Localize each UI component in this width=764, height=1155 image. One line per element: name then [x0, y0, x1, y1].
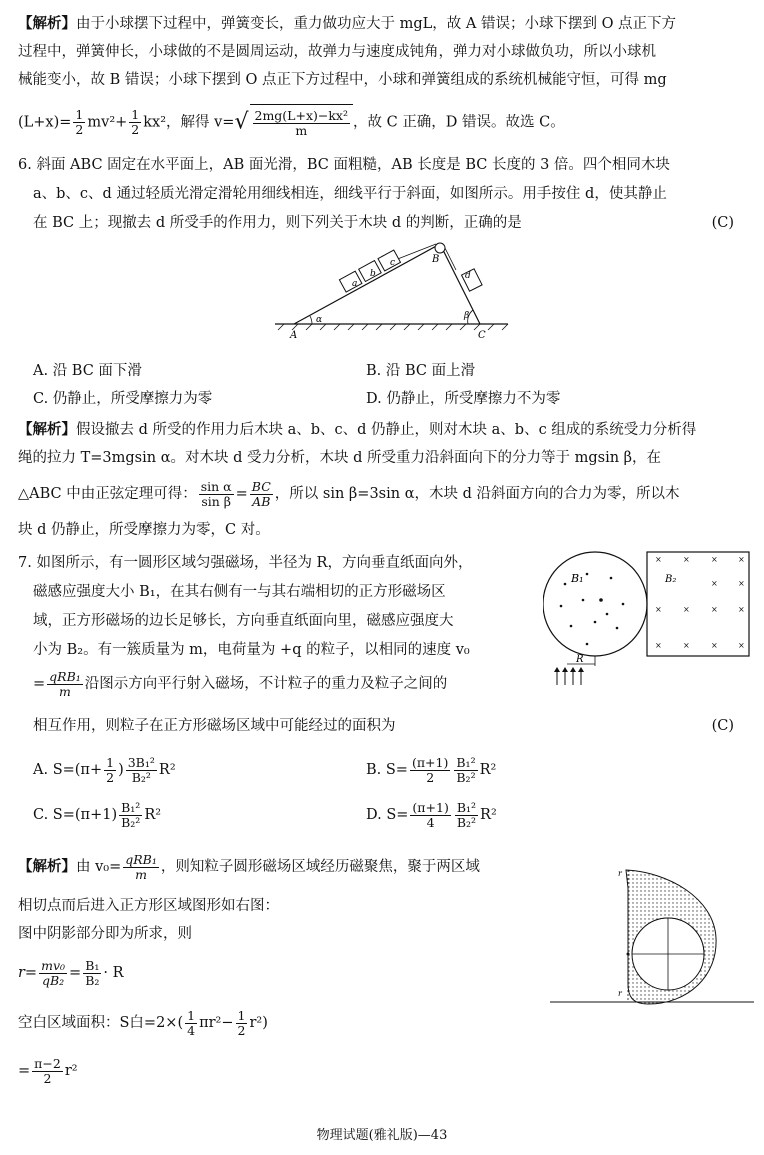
q7-answer: (C) — [711, 718, 734, 734]
analysis2-line-3: △ABC 中由正弦定理可得： $\frac{\text{sin α}}{\text{sin β}}$ = $\frac{BC}{AB}$ ，所以 sin β=3sin α，木块 d 沿斜面方向的合力为零，所以木 — [18, 478, 680, 509]
magnetic-field-diagram — [543, 548, 753, 688]
svg-text:×: × — [738, 605, 745, 614]
q6-line-1: 6. 斜面 ABC 固定在水平面上，AB 面光滑，BC 面粗糙，AB 长度是 BC 长度的 3 倍。四个相同木块 — [18, 157, 670, 173]
block-c-label: c — [390, 258, 396, 268]
svg-text:×: × — [655, 555, 662, 564]
svg-text:×: × — [738, 579, 745, 588]
analysis3-line-5: 空白区域面积：S白=2×( $\frac{1}{4}$ πr²− $\frac{1}{2}$ r²) — [18, 1007, 268, 1038]
shaded-region-diagram — [548, 858, 756, 1018]
radius-label: R — [576, 654, 584, 665]
svg-text:×: × — [683, 605, 690, 614]
incline-diagram — [270, 238, 515, 343]
beta-label: β — [464, 311, 470, 321]
q7-line-5: = $\frac{\text{qRB₁}}{m}$ 沿图示方向平行射入磁场，不计粒子的重力及粒子之间的 — [33, 668, 448, 699]
svg-text:×: × — [738, 641, 745, 650]
q7-line-4: 小为 B₂。有一簇质量为 m，电荷量为 +q 的粒子，以相同的速度 v₀ — [33, 642, 470, 658]
q7-line-3: 域，正方形磁场的边长足够长，方向垂直纸面向里，磁感应强度大 — [33, 613, 454, 629]
b2-label: B₂ — [665, 574, 677, 585]
analysis-tag: 【解析】 — [18, 16, 76, 32]
analysis-line-1: 【解析】由于小球摆下过程中，弹簧变长，重力做功应大于 mgL，故 A 错误；小球下摆到 O 点正下方 — [18, 16, 677, 32]
analysis3-line-4: r= $\frac{\text{mv₀}}{\text{qB₂}}$ = $\frac{\text{B₁}}{\text{B₂}}$ · R — [18, 957, 124, 988]
svg-text:×: × — [738, 555, 745, 564]
q7-option-d: D. S= $\frac{(\pi+1)}{4}$ $\frac{\text{B₁²}}{\text{B₂²}}$ R² — [366, 799, 497, 830]
analysis2-line-1: 【解析】假设撤去 d 所受的作用力后木块 a、b、c、d 仍静止，则对木块 a、b、c 组成的系统受力分析得 — [18, 422, 697, 438]
analysis-line-4: (L+x)= $\frac{1}{2}$ mv²+ $\frac{1}{2}$ kx²，解得 v=√ $\frac{\text{2mg(L+x)−kx²}}{m}$ ，故 C 正确，D 错误。故选 C。 — [18, 104, 750, 141]
q7-option-c: C. S=(π+1) $\frac{\text{B₁²}}{\text{B₂²}}$ R² — [33, 799, 162, 830]
svg-text:×: × — [683, 555, 690, 564]
block-a-label: a — [352, 279, 358, 289]
vertex-b-label: B — [432, 254, 440, 265]
q6-line-2: a、b、c、d 通过轻质光滑定滑轮用细线相连，细线平行于斜面，如图所示。用手按住 d，使其静止 — [33, 186, 667, 202]
svg-text:×: × — [711, 605, 718, 614]
q6-option-d: D. 仍静止，所受摩擦力不为零 — [366, 391, 561, 407]
analysis3-line-6: = $\frac{\pi-2}{2}$ r² — [18, 1055, 78, 1086]
analysis3-line-2: 相切点而后进入正方形区域图形如右图： — [18, 898, 279, 914]
svg-text:×: × — [711, 579, 718, 588]
q7-option-b: B. S= $\frac{(\pi+1)}{2}$ $\frac{\text{B₁²}}{\text{B₂²}}$ R² — [366, 754, 497, 785]
q7-line-1: 7. 如图所示，有一圆形区域匀强磁场，半径为 R，方向垂直纸面向外， — [18, 555, 473, 571]
svg-text:×: × — [711, 555, 718, 564]
q6-option-a: A. 沿 BC 面下滑 — [33, 363, 142, 379]
r-label-top: r — [618, 869, 622, 878]
svg-text:×: × — [711, 641, 718, 650]
svg-text:×: × — [655, 641, 662, 650]
q7-option-a: A. S=(π+ $\frac{1}{2}$ ) $\frac{\text{3B₁²}}{\text{B₂²}}$ R² — [33, 754, 176, 785]
svg-text:×: × — [683, 641, 690, 650]
q6-answer: (C) — [711, 215, 734, 231]
q7-line-2: 磁感应强度大小 B₁，在其右侧有一与其右端相切的正方形磁场区 — [33, 584, 446, 600]
q7-line-6: 相互作用，则粒子在正方形磁场区域中可能经过的面积为 (C) — [33, 718, 734, 734]
analysis-line-2: 过程中，弹簧伸长，小球做的不是圆周运动，故弹力与速度成钝角，弹力对小球做负功，所以小球机 — [18, 44, 656, 60]
r-label-bottom: r — [618, 989, 622, 998]
analysis3-line-1: 【解析】由 v₀= $\frac{\text{qRB₁}}{m}$ ，则知粒子圆形磁场区域经历磁聚焦，聚于两区域 — [18, 851, 480, 882]
b1-label: B₁ — [571, 572, 584, 585]
q6-line-3: 在 BC 上；现撤去 d 所受手的作用力，则下列关于木块 d 的判断，正确的是 (C) — [33, 215, 734, 231]
analysis3-line-3: 图中阴影部分即为所求，则 — [18, 926, 192, 942]
q6-option-b: B. 沿 BC 面上滑 — [366, 363, 476, 379]
vertex-a-label: A — [290, 330, 298, 341]
vertex-c-label: C — [478, 330, 486, 341]
block-b-label: b — [370, 269, 376, 279]
svg-text:×: × — [655, 605, 662, 614]
block-d-label: d — [465, 271, 471, 281]
alpha-label: α — [316, 315, 323, 325]
analysis2-line-4: 块 d 仍静止，所受摩擦力为零，C 对。 — [18, 522, 270, 538]
analysis2-line-2: 绳的拉力 T=3mgsin α。对木块 d 受力分析，木块 d 所受重力沿斜面向下的分力等于 mgsin β，在 — [18, 450, 662, 466]
q6-option-c: C. 仍静止，所受摩擦力为零 — [33, 391, 213, 407]
page-footer: 物理试题(雅礼版)—43 — [316, 1128, 448, 1143]
analysis-line-3: 械能变小，故 B 错误；小球下摆到 O 点正下方过程中，小球和弹簧组成的系统机械能守恒，可得 mg — [18, 72, 667, 88]
